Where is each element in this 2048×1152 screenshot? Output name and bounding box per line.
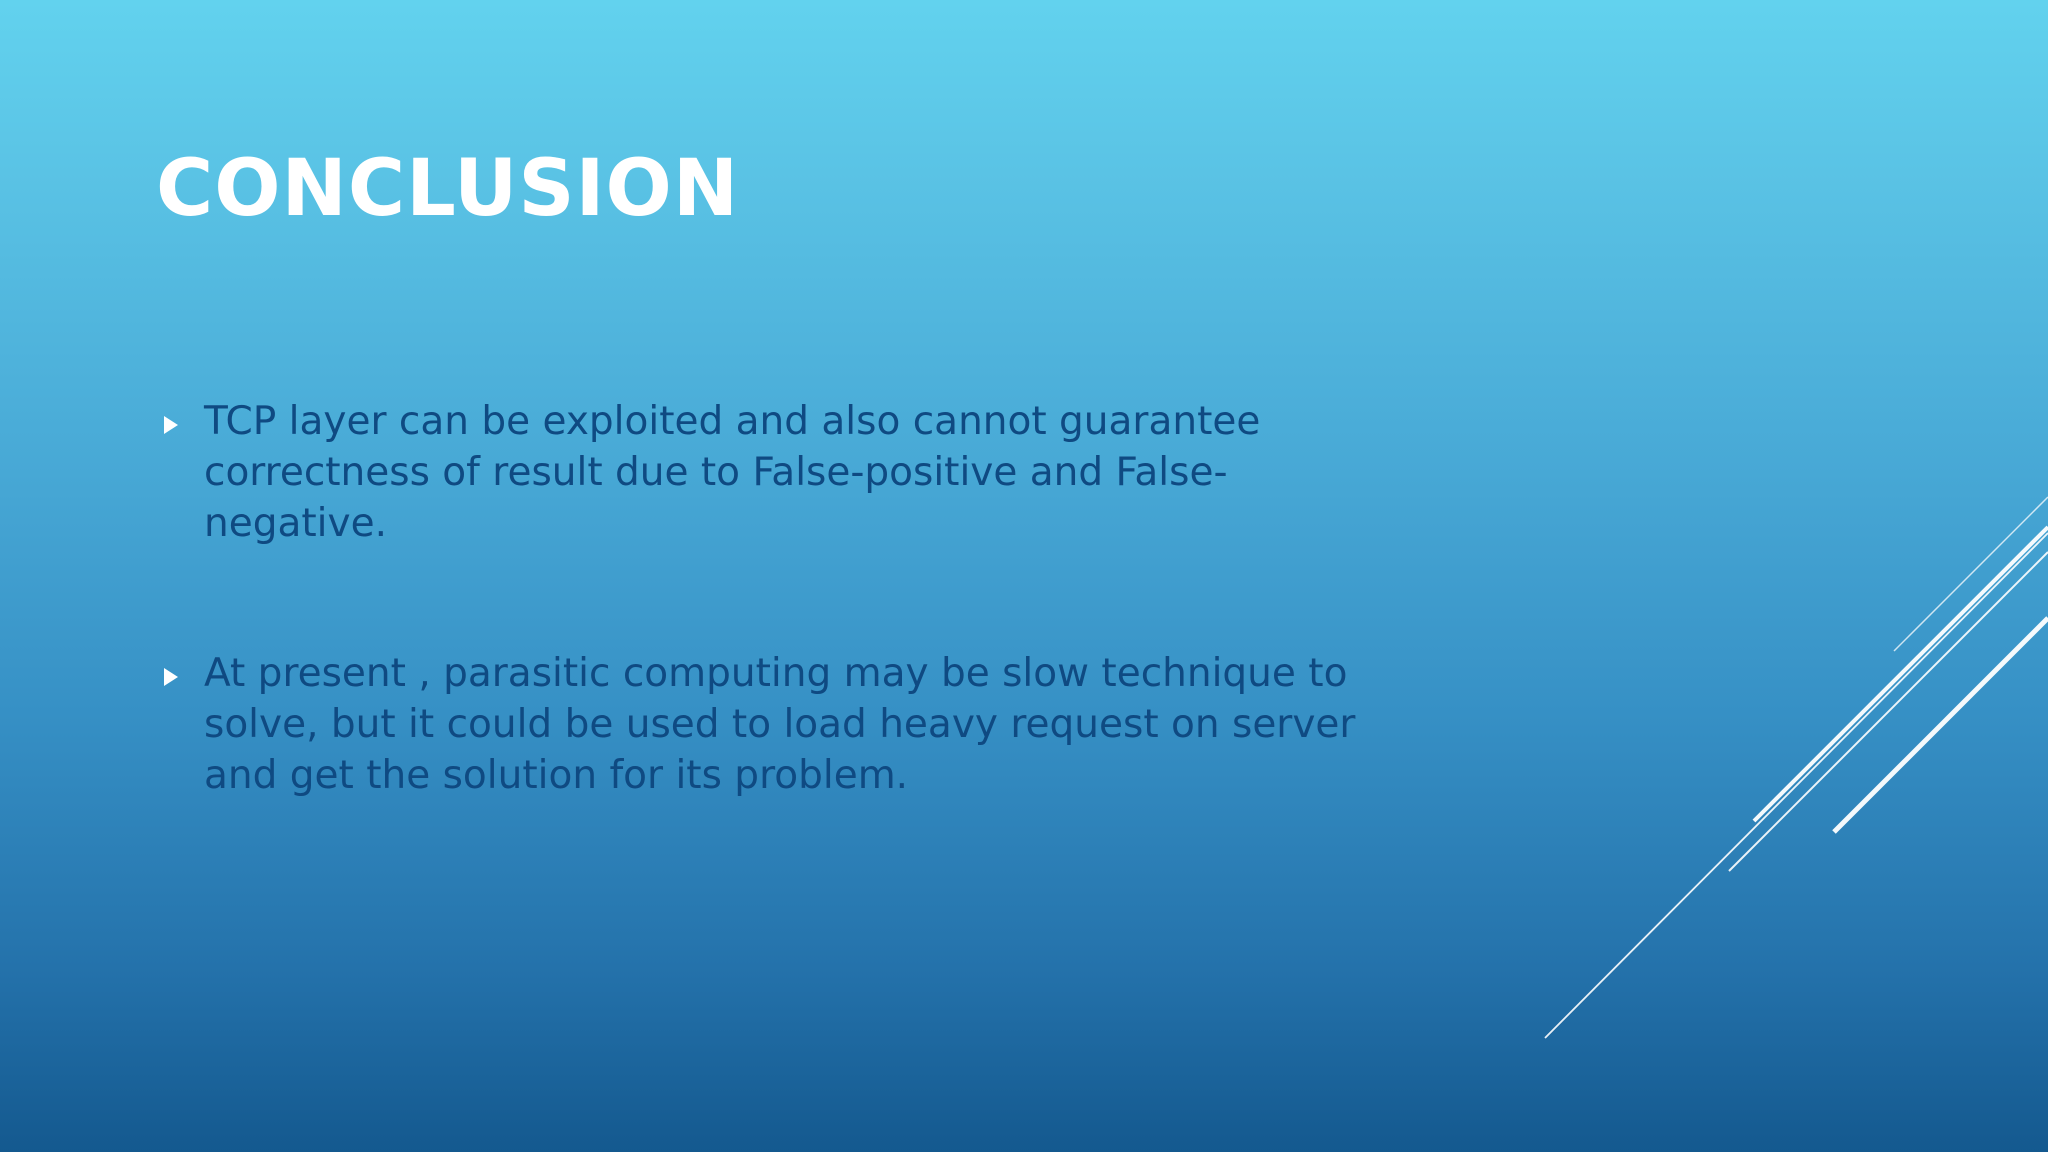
decorative-line	[1545, 533, 2048, 1038]
triangle-bullet-icon	[164, 416, 178, 434]
slide-title: CONCLUSION	[156, 144, 740, 234]
triangle-bullet-icon	[164, 668, 178, 686]
bullet-list	[160, 396, 1380, 900]
bullet-item	[160, 648, 1380, 801]
bullet-text: TCP layer can be exploited and also cannot guarantee correctness of result due to False-positive and False-negative.	[204, 399, 1261, 546]
bullet-item	[160, 396, 1380, 549]
decorative-line	[1894, 497, 2048, 651]
decorative-line	[1729, 552, 2048, 871]
decorative-line	[1754, 527, 2048, 821]
bullet-text: At present , parasitic computing may be slow technique to solve, but it could be used to load heavy request on server and get the solution for its problem.	[204, 651, 1356, 798]
decorative-line	[1834, 618, 2048, 832]
